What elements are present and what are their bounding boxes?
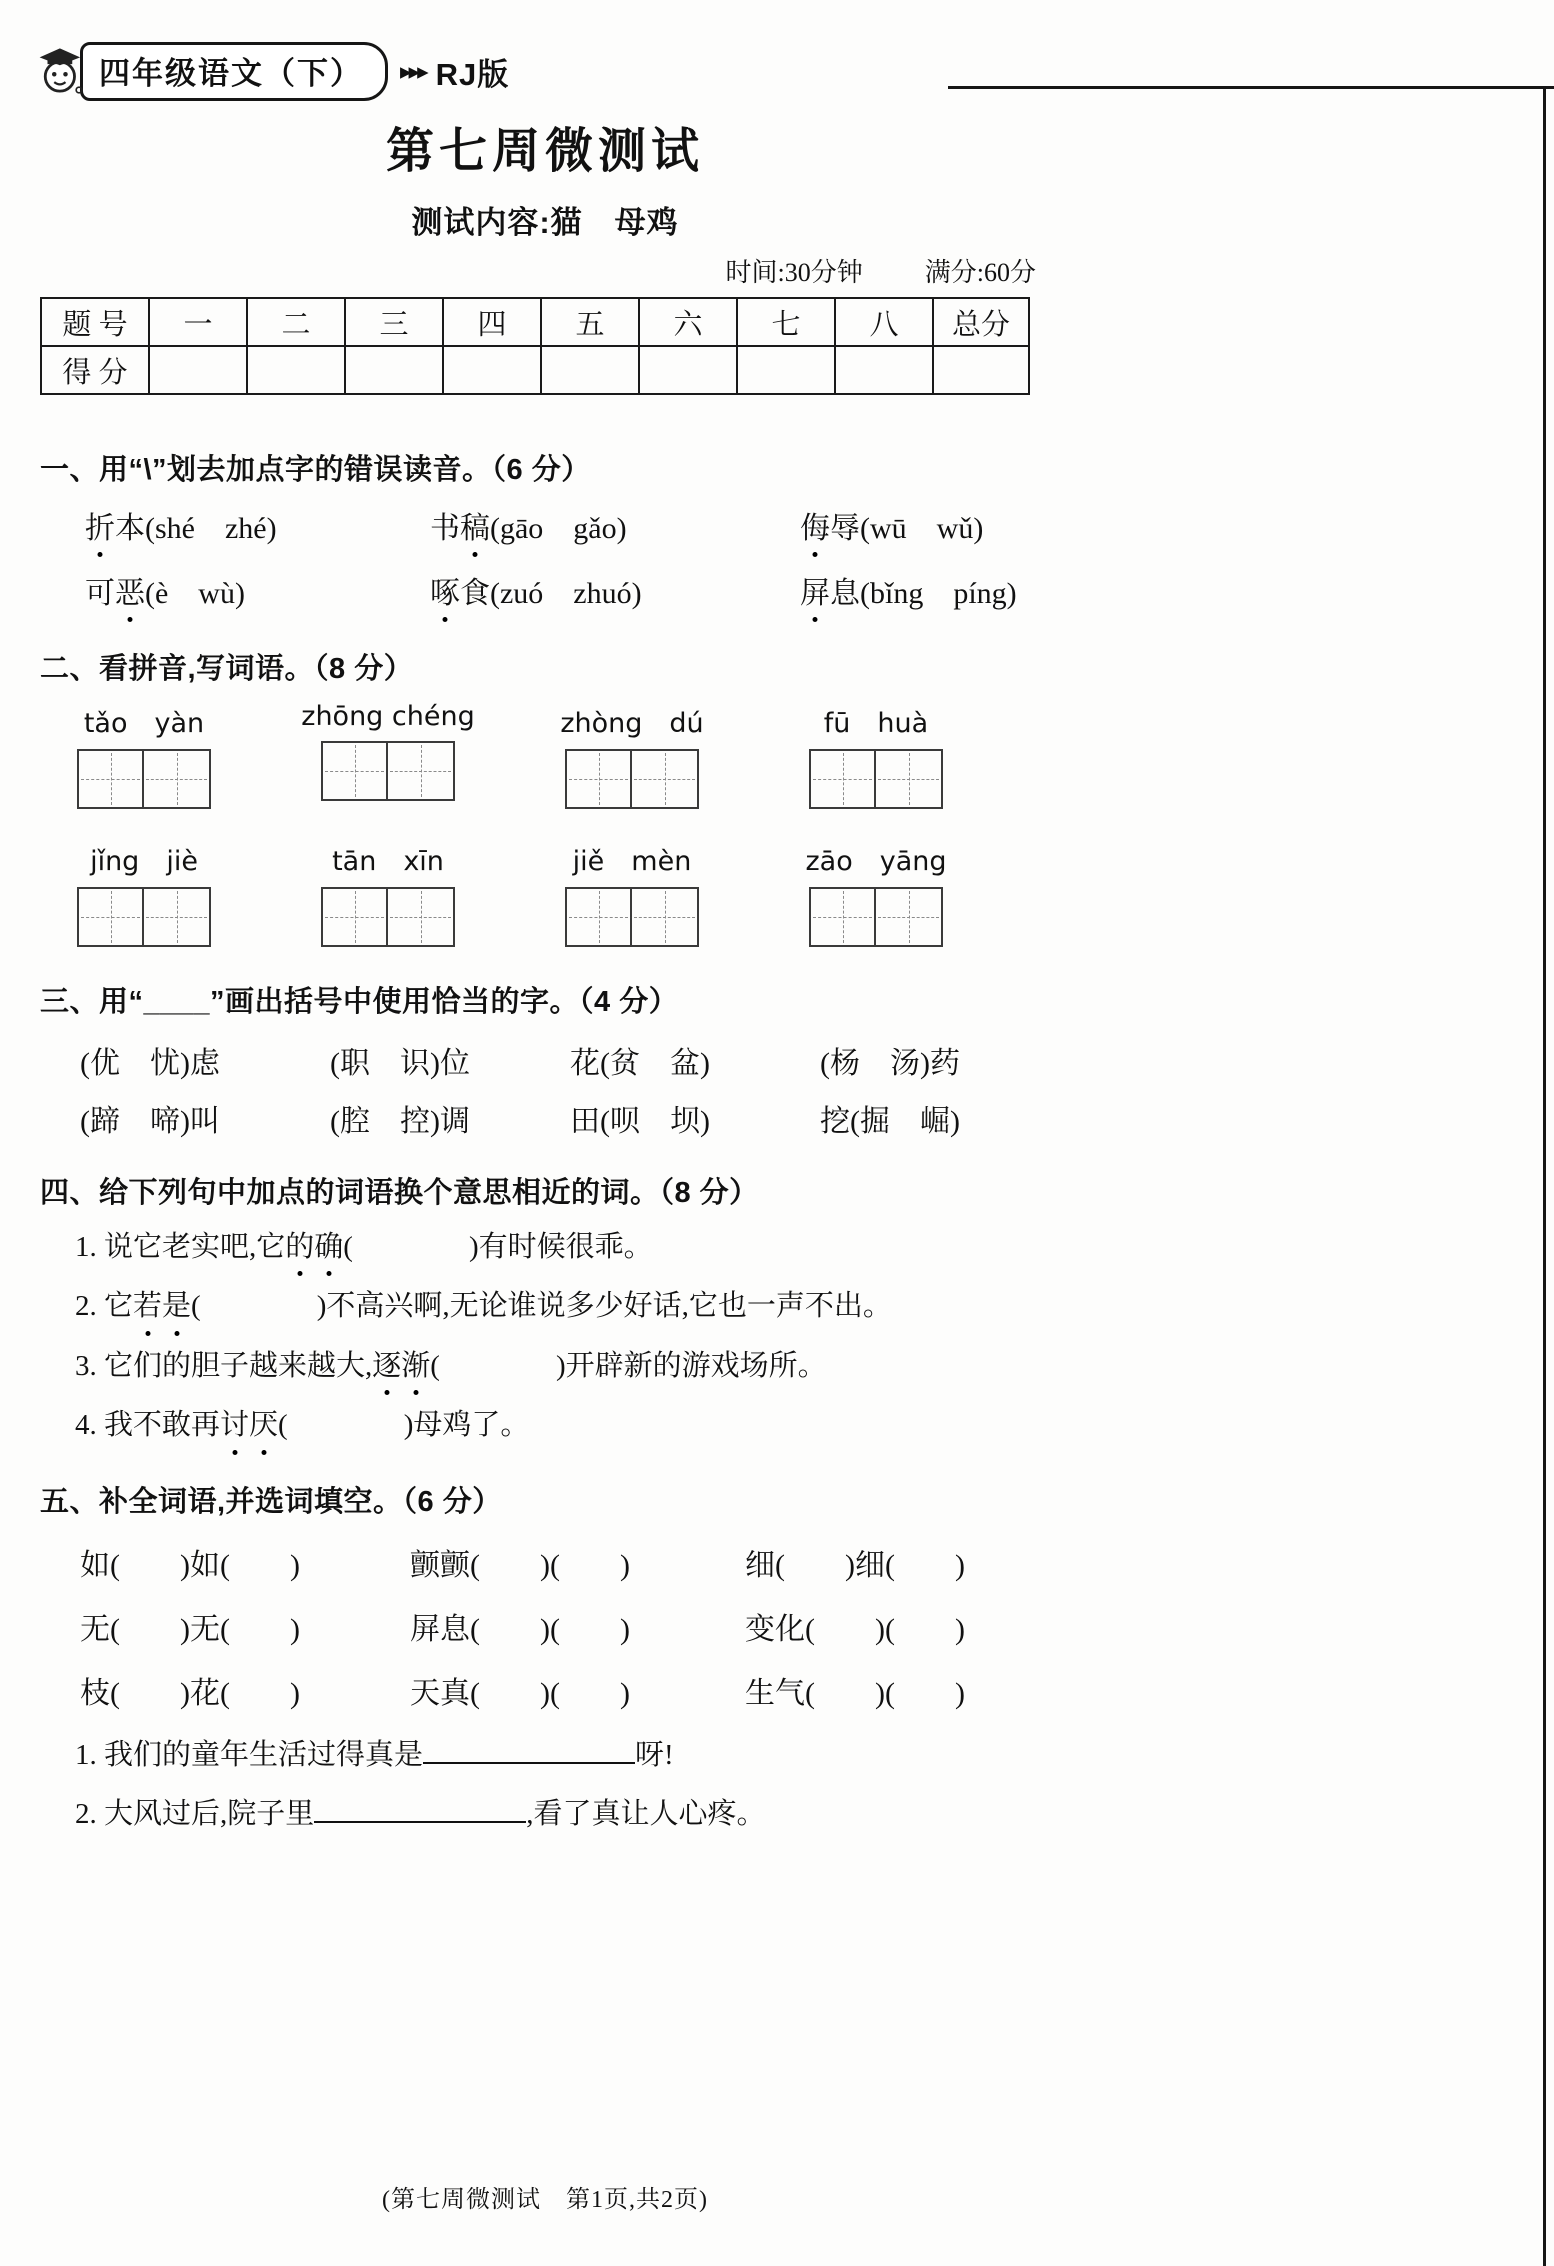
paper-content xyxy=(40,96,1050,1837)
choice-item: 田(呗 坝) xyxy=(570,1105,710,1138)
pinyin-row-2 xyxy=(40,839,1050,947)
choice-item: (职 识)位 xyxy=(330,1047,470,1080)
pinyin-word-group xyxy=(322,839,454,947)
writing-cell[interactable] xyxy=(632,751,697,807)
choice-item: (腔 控)调 xyxy=(330,1105,470,1138)
pinyin-label: tǎo yàn xyxy=(83,708,205,739)
phrase-item: 生气( )( ) xyxy=(745,1676,965,1710)
pinyin-word-group xyxy=(560,701,704,809)
score-entry-cell[interactable] xyxy=(247,346,345,394)
page-title: 第七周微测试 xyxy=(385,125,704,178)
score-entry-cell[interactable] xyxy=(345,346,443,394)
sentence-item: 1. 说它老实吧,它的确( )有时候很乖。 xyxy=(40,1224,1050,1270)
dotted-char: 折 xyxy=(85,506,115,551)
col-header: 七 xyxy=(737,298,835,346)
dotted-char: 稿 xyxy=(460,506,490,551)
edition-label: RJ版 xyxy=(435,57,510,92)
writing-box[interactable] xyxy=(809,749,943,809)
writing-cell[interactable] xyxy=(876,751,941,807)
section1-items xyxy=(40,506,1050,616)
phrase-item: 如( )如( ) xyxy=(80,1548,300,1582)
score-entry-cell[interactable] xyxy=(835,346,933,394)
choice-item: (杨 汤)药 xyxy=(820,1047,960,1080)
writing-box[interactable] xyxy=(321,887,455,947)
phrase-item: 变化( )( ) xyxy=(745,1612,965,1646)
pinyin-label: tān xīn xyxy=(332,846,444,877)
table-row xyxy=(41,346,1029,394)
word-item: 侮辱(wū wǔ) xyxy=(800,506,1050,551)
section3-heading: 三、用“____”画出括号中使用恰当的字。（4 分） xyxy=(40,986,679,1018)
phrase-item: 枝( )花( ) xyxy=(80,1676,300,1710)
pinyin-word-group xyxy=(301,701,475,809)
score-label: 得 分 xyxy=(41,346,149,394)
choice-item: (蹄 啼)叫 xyxy=(80,1105,220,1138)
writing-cell[interactable] xyxy=(323,743,388,799)
time-limit: 时间:30分钟 xyxy=(725,258,863,287)
col-header: 总分 xyxy=(933,298,1029,346)
pinyin-row-1 xyxy=(40,701,1050,809)
writing-cell[interactable] xyxy=(144,889,209,945)
phrase-item: 屏息( )( ) xyxy=(410,1612,630,1646)
dotted-char: 恶 xyxy=(115,571,145,616)
phrase-item: 天真( )( ) xyxy=(410,1676,630,1710)
pinyin-word-group xyxy=(78,701,210,809)
writing-box[interactable] xyxy=(321,741,455,801)
phrase-item: 颤颤( )( ) xyxy=(410,1548,630,1582)
pinyin-label: zāo yāng xyxy=(805,846,947,877)
mascot-icon xyxy=(34,45,88,99)
col-header: 一 xyxy=(149,298,247,346)
choice-item: (优 忧)虑 xyxy=(80,1047,220,1080)
score-table xyxy=(40,297,1030,395)
writing-cell[interactable] xyxy=(79,889,144,945)
writing-box[interactable] xyxy=(565,887,699,947)
phrase-item: 无( )无( ) xyxy=(80,1612,300,1646)
score-entry-cell[interactable] xyxy=(639,346,737,394)
section2-heading: 二、看拼音,写词语。（8 分） xyxy=(40,653,414,685)
answer-blank[interactable] xyxy=(423,1733,635,1763)
full-score: 满分:60分 xyxy=(924,258,1036,287)
dotted-char: 啄 xyxy=(430,571,460,616)
writing-cell[interactable] xyxy=(567,751,632,807)
section1-heading: 一、用“\”划去加点字的错误读音。（6 分） xyxy=(40,454,591,486)
col-header: 六 xyxy=(639,298,737,346)
answer-blank[interactable] xyxy=(314,1793,526,1823)
writing-box[interactable] xyxy=(77,887,211,947)
fill-sentence: 1. 我们的童年生活过得真是 呀! xyxy=(40,1732,1050,1778)
dotted-word: 逐渐 xyxy=(372,1343,430,1389)
pinyin-label: jiě mèn xyxy=(572,846,692,877)
choice-item: 花(贫 盆) xyxy=(570,1047,710,1080)
dotted-word: 讨厌 xyxy=(220,1402,278,1448)
col-header: 二 xyxy=(247,298,345,346)
section3-row-1 xyxy=(40,1038,1050,1082)
col-header: 五 xyxy=(541,298,639,346)
score-entry-cell[interactable] xyxy=(541,346,639,394)
table-row xyxy=(41,298,1029,346)
test-content-subtitle: 测试内容:猫 母鸡 xyxy=(411,205,679,240)
writing-box[interactable] xyxy=(809,887,943,947)
pinyin-label: fū huà xyxy=(823,708,929,739)
pinyin-label: zhòng dú xyxy=(560,708,704,739)
right-edge-line xyxy=(1543,86,1546,2266)
section5-heading: 五、补全词语,并选词填空。（6 分） xyxy=(40,1485,502,1518)
pinyin-label: zhōng chéng xyxy=(301,701,475,732)
fill-sentence: 2. 大风过后,院子里 ,看了真让人心疼。 xyxy=(40,1791,1050,1837)
writing-cell[interactable] xyxy=(811,889,876,945)
writing-cell[interactable] xyxy=(811,751,876,807)
pinyin-word-group xyxy=(566,839,698,947)
question-number-label: 题 号 xyxy=(41,298,149,346)
writing-cell[interactable] xyxy=(567,889,632,945)
dotted-word: 的确 xyxy=(285,1224,343,1270)
section5-row-2 xyxy=(40,1604,1050,1648)
word-item: 书稿(gāo gǎo) xyxy=(430,506,800,551)
page-header xyxy=(34,42,509,101)
arrows-icon: ▸▸▸ xyxy=(400,58,426,85)
phrase-item: 细( )细( ) xyxy=(745,1548,965,1582)
writing-cell[interactable] xyxy=(388,743,453,799)
top-rule-line xyxy=(948,86,1554,89)
dotted-char: 屏 xyxy=(800,571,830,616)
word-item: 屏息(bǐng píng) xyxy=(800,571,1050,616)
writing-cell[interactable] xyxy=(632,889,697,945)
section4-heading: 四、给下列句中加点的词语换个意思相近的词。（8 分） xyxy=(40,1177,759,1209)
meta-line xyxy=(40,252,1050,289)
section3-row-2 xyxy=(40,1096,1050,1140)
writing-cell[interactable] xyxy=(388,889,453,945)
dotted-char: 侮 xyxy=(800,506,830,551)
word-item: 啄食(zuó zhuó) xyxy=(430,571,800,616)
section5-row-3 xyxy=(40,1668,1050,1712)
writing-cell[interactable] xyxy=(79,751,144,807)
col-header: 八 xyxy=(835,298,933,346)
section5-row-1 xyxy=(40,1540,1050,1584)
score-entry-cell[interactable] xyxy=(933,346,1029,394)
pinyin-word-group xyxy=(78,839,210,947)
col-header: 四 xyxy=(443,298,541,346)
choice-item: 挖(掘 崛) xyxy=(820,1105,960,1138)
pinyin-word-group xyxy=(810,701,942,809)
sentence-item: 4. 我不敢再讨厌( )母鸡了。 xyxy=(40,1402,1050,1448)
sentence-item: 2. 它若是( )不高兴啊,无论谁说多少好话,它也一声不出。 xyxy=(40,1283,1050,1329)
writing-box[interactable] xyxy=(565,749,699,809)
writing-box[interactable] xyxy=(77,749,211,809)
page-footer: (第七周微测试 第1页,共2页) xyxy=(382,2187,708,2213)
score-entry-cell[interactable] xyxy=(149,346,247,394)
score-entry-cell[interactable] xyxy=(737,346,835,394)
pinyin-word-group xyxy=(805,839,947,947)
writing-cell[interactable] xyxy=(876,889,941,945)
dotted-word: 若是 xyxy=(133,1283,191,1329)
word-item: 可恶(è wù) xyxy=(85,571,430,616)
sentence-item: 3. 它们的胆子越来越大,逐渐( )开辟新的游戏场所。 xyxy=(40,1343,1050,1389)
col-header: 三 xyxy=(345,298,443,346)
score-entry-cell[interactable] xyxy=(443,346,541,394)
writing-cell[interactable] xyxy=(144,751,209,807)
word-item: 折本(shé zhé) xyxy=(85,506,430,551)
pinyin-label: jǐng jiè xyxy=(90,846,198,877)
grade-label: 四年级语文（下） xyxy=(80,42,388,101)
writing-cell[interactable] xyxy=(323,889,388,945)
